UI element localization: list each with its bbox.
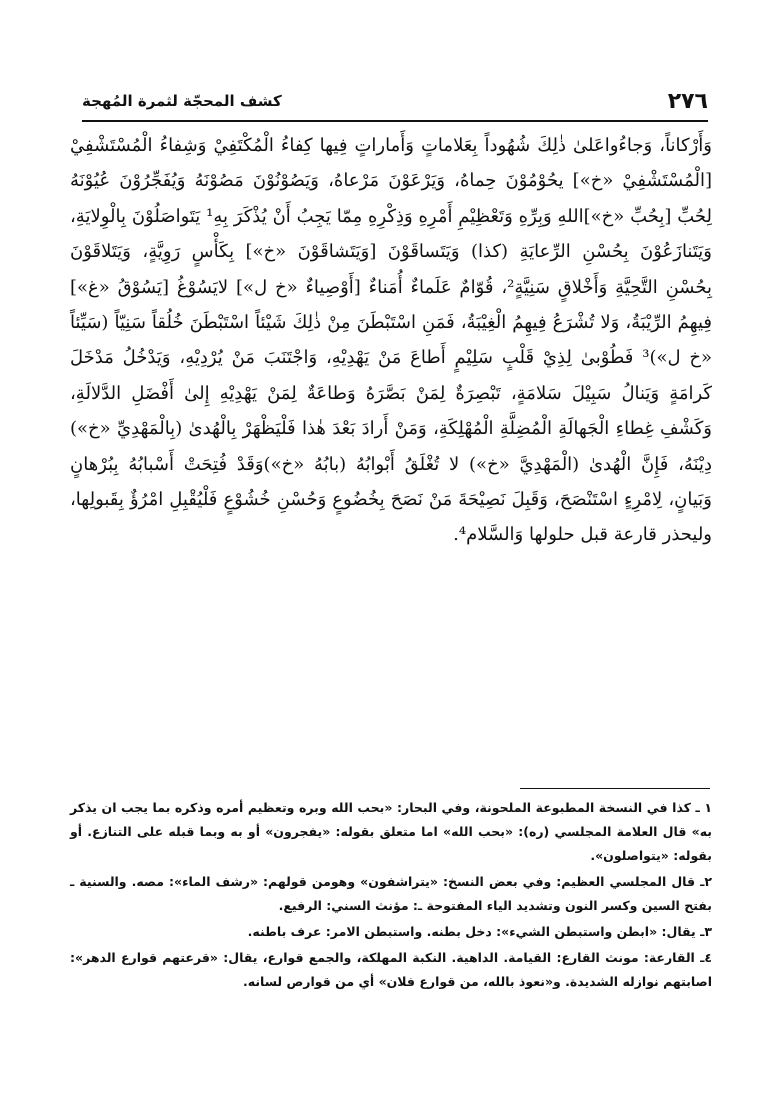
page-header: [82, 86, 708, 122]
main-text: [70, 128, 712, 553]
footnote-3: ٣ـ يقال: «ابطن واستبطن الشيء»: دخل بطنه. واستبطن الامر: عرف باطنه.: [247, 924, 712, 939]
page-number: ٢٧٦: [667, 88, 708, 114]
footnote-separator: [520, 788, 710, 789]
footnote-1: ١ ـ كذا في النسخة المطبوعة الملحونة، وفي البحار: «بحب الله وبره وتعظيم أمره وذكره بما يجب ان يذكر به» قال العلامة المجلسي (ره): «بحب الله» اما متعلق بقوله: «يفجرون» أو به وبما قبله على التنازع. أو بقوله: «يتواصلون».: [70, 800, 712, 863]
running-title: كشف المحجّة لثمرة المُهجة: [82, 92, 282, 110]
main-paragraph: وَأَرْكاناً، وَجاءُواعَلىٰ ذٰلِكَ شُهُوداً بِعَلاماتٍ وَأَماراتٍ فِيها كِفاءُ الْمُكْتَفِيْ وَشِفاءُ الْمُسْتَشْفِيْ [الْمُسْتَشْفِيْ «خ»] يحُوْمُوْنَ حِماهُ، وَيَرْعَوْنَ مَرْعاهُ، وَيَصُوْنُوْنَ مَصُوْنَهُ وَيُفَجِّرُوْنَ عُيُوْنَهُ لِحُبِّ [بِحُبِّ «خ»]اللهِ وَبِرِّهِ وَتَعْظِيْمِ أَمْرِهِ وَذِكْرِهِ مِمّا يَجِبُ أَنْ يُذْكَرَ بِهِ¹ يَتَواصَلُوْنَ بِالْوِلايَةِ، وَيَتَنازَعُوْنَ بِحُسْنِ الرِّعايَةِ (كذا) وَيَتَساقَوْنَ [وَيَتَشاقَوْنَ «خ»] بِكَأْسٍ رَوِيَّةٍ، وَيَتَلاقَوْنَ بِحُسْنِ التَّحِيَّةِ وَأَخْلاقٍ سَنِيَّةٍ²، قُوّامٌ عَلَماءٌ أُمَناءٌ [أَوْصِياءٌ «خ ل»] لايَسُوْغُ [يَسُوْقُ «غ»] فِيهِمُ الرِّيْبَةُ، وَلا تُشْرَعُ فِيهِمُ الْغِيْبَةُ، فَمَنِ اسْتَبْطَنَ مِنْ ذٰلِكَ شَيْئاً اسْتَبْطَنَ خُلُقاً سَنِيّاً (سَيِّئاً «خ ل»)³ فَطُوْبىٰ لِذِيْ قَلْبٍ سَلِيْمٍ أَطاعَ مَنْ يَهْدِيْهِ، وَاجْتَنَبَ مَنْ يُرْدِيْهِ، وَيَدْخُلُ مَدْخَلَ كَرامَةٍ وَيَنالُ سَبِيْلَ سَلامَةٍ، تَبْصِرَةٌ لِمَنْ بَصَّرَهُ وَطاعَةٌ لِمَنْ يَهْدِيْهِ إِلىٰ أَفْضَلِ الدَّلالَةِ، وَكَشْفِ غِطاءِ الْجَهالَةِ الْمُضِلَّةِ الْمُهْلِكَةِ، وَمَنْ أَرادَ بَعْدَ هٰذا فَلْيَظْهَرْ بِالْهُدىٰ (بِالْمَهْدِيِّ «خ») دِيْنَهُ، فَإِنَّ الْهُدىٰ (الْمَهْدِيَّ «خ») لا تُغْلَقُ أَبْوابُهُ (بابُهُ «خ»)وَقَدْ فُتِحَتْ أَسْبابُهُ بِبُرْهانٍ وَبَيانٍ، لِامْرِءٍ اسْتَنْصَحَ، وَقَبِلَ نَصِيْحَةَ مَنْ نَصَحَ بِخُضُوعٍ وَحُسْنِ خُشُوْعٍ فَلْيُقْبِلِ امْرُؤٌ بِقَبولِها، وليحذر قارعة قبل حلولها وَالسَّلام⁴.: [70, 135, 713, 546]
footnote-4: ٤ـ القارعة: مونث القارع: القيامة. الداهية. النكبة المهلكة، والجمع قوارع، يقال: «قرعتهم قوارع الدهر»: اصابتهم نوازله الشديدة. و«نعوذ بالله، من قوارع فلان» أي من قوارص لسانه.: [70, 950, 712, 989]
footnotes: [70, 796, 712, 996]
footnote-2: ٢ـ قال المجلسي العظيم: وفي بعض النسخ: «يتراشفون» وهومن قولهم: «رشف الماء»: مصه. والسنية ـ بفتح السين وكسر النون وتشديد الياء المفتوحة ـ: مؤنث السني: الرفيع.: [70, 874, 712, 913]
